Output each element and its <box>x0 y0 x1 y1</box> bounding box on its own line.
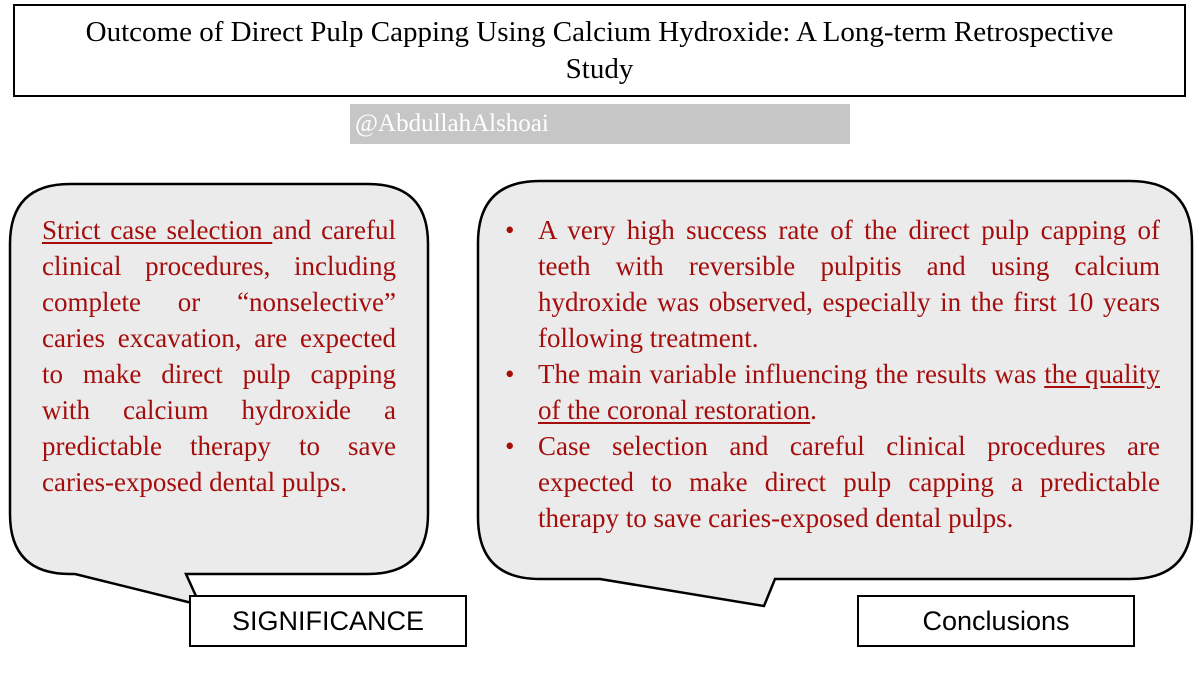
conclusions-list <box>505 212 1160 536</box>
conclusion-text-end: . <box>810 395 817 425</box>
significance-label: SIGNIFICANCE <box>231 605 425 636</box>
conclusion-text: Case selection and careful clinical procedures are expected to make direct pulp capping a predictable therapy to save caries-exposed dental pulps. <box>538 431 1160 533</box>
conclusions-label-box <box>857 595 1135 647</box>
conclusion-item <box>505 212 1160 356</box>
conclusion-underlined-phrase: the quality of the coronal restoration <box>538 359 1160 425</box>
significance-text <box>42 212 396 500</box>
bullet-icon: • <box>505 215 515 245</box>
significance-underlined-phrase: Strict case selection <box>42 215 273 245</box>
conclusion-text: The main variable influencing the results was <box>538 359 1045 389</box>
conclusions-label: Conclusions <box>922 605 1070 636</box>
significance-label-box <box>189 595 467 647</box>
author-handle: @AbdullahAlshoai <box>355 110 549 137</box>
conclusion-item <box>505 428 1160 536</box>
document-title: Outcome of Direct Pulp Capping Using Calcium Hydroxide: A Long-term Retrospective Study <box>85 15 1114 85</box>
significance-body: and careful clinical procedures, including complete or “nonselective” caries excavation, are expected to make direct pulp capping with calcium hydroxide a predictable therapy to save caries-exposed dental pulps. <box>42 215 397 497</box>
conclusion-item <box>505 356 1160 428</box>
bullet-icon: • <box>505 359 515 389</box>
conclusion-text: A very high success rate of the direct pulp capping of teeth with reversible pulpitis and using calcium hydroxide was observed, especially in the first 10 years following treatment. <box>538 215 1160 353</box>
bullet-icon: • <box>505 431 515 461</box>
